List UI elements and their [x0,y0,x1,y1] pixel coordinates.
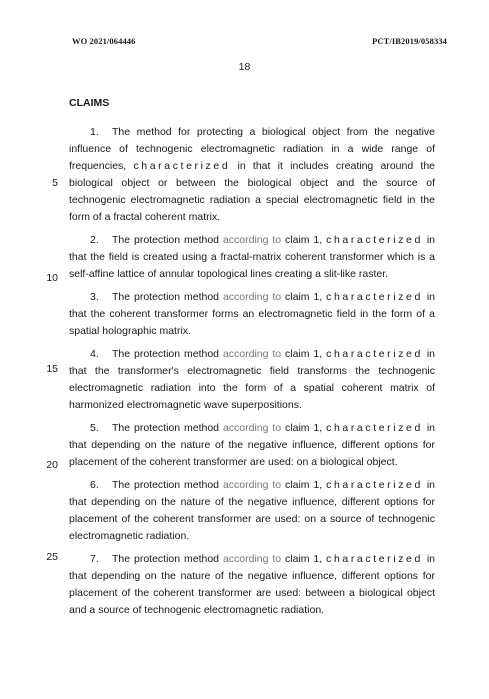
claim-5 [69,420,435,471]
claim-reference: claim 1, [285,553,323,565]
line-number-10: 10 [46,272,58,284]
claim-text: in that depending on the nature of the negative influence, different options for placement of the coherent transformer are used: on a biological object. [69,422,436,468]
claim-3 [69,289,435,340]
claim-prefix: The protection method [112,234,220,246]
characterized-label: characterized [326,479,423,491]
publication-number: WO 2021/064446 [72,36,136,46]
according-to-text: according to [222,234,282,246]
claim-number: 4. [90,348,99,360]
claim-prefix: The protection method [112,291,220,303]
claim-reference: claim 1, [285,234,323,246]
page-number: 18 [238,61,251,73]
claim-number: 5. [90,422,99,434]
characterized-label: characterized [326,422,423,434]
claim-reference: claim 1, [285,291,323,303]
application-number: PCT/IB2019/058334 [372,36,447,46]
line-number-15: 15 [46,363,58,375]
claim-text: in that depending on the nature of the negative influence, different options for placement of the coherent transformer are used: between a biological object and a source of technogenic electromagnetic radiation. [69,553,436,616]
line-number-5: 5 [52,177,58,189]
according-to-text: according to [222,291,282,303]
claim-reference: claim 1, [285,348,323,360]
characterized-label: characterized [326,553,423,565]
characterized-label: characterized [326,234,423,246]
characterized-label: characterized [133,160,231,172]
claim-prefix: The protection method [112,553,220,565]
claim-number: 1. [90,126,99,138]
claim-4 [69,346,435,414]
claim-text: in that it includes creating around the biological object or between the biological object and the source of technogenic electromagnetic radiation a special electromagnetic field in the form of a fractal coherent matrix. [69,160,435,223]
according-to-text: according to [222,479,282,491]
claim-prefix: The protection method [112,422,220,434]
claim-text: in that the coherent transformer forms an electromagnetic field in the form of a spatial holographic matrix. [69,291,436,337]
line-number-20: 20 [46,459,58,471]
claim-reference: claim 1, [285,479,323,491]
characterized-label: characterized [326,291,423,303]
claim-reference: claim 1, [285,422,323,434]
claim-7 [69,551,435,619]
claims-list [69,124,435,625]
according-to-text: according to [222,422,282,434]
characterized-label: characterized [326,348,423,360]
claim-6 [69,477,435,545]
claim-prefix: The protection method [112,479,220,491]
claims-heading: CLAIMS [69,97,110,109]
claim-text: in that depending on the nature of the negative influence, different options for placement of the coherent transformer are used: on a source of technogenic electromagnetic radiation. [69,479,436,542]
claim-number: 2. [90,234,99,246]
claim-text: The method for protecting a biological object from the negative influence of technogenic electromagnetic radiation in a wide range of frequencies, [69,126,435,172]
according-to-text: according to [222,553,282,565]
claim-1 [69,124,435,226]
according-to-text: according to [222,348,282,360]
claim-number: 3. [90,291,99,303]
line-number-25: 25 [46,551,58,563]
claim-2 [69,232,435,283]
claim-prefix: The protection method [112,348,220,360]
claim-text: in that the field is created using a fractal-matrix coherent transformer which is a self-affine lattice of annular topological lines creating a slit-like raster. [69,234,436,280]
claim-number: 7. [90,553,99,565]
claim-text: in that the transformer's electromagnetic field transforms the technogenic electromagnetic radiation into the form of a spatial coherent matrix of harmonized electromagnetic wave superpositions. [69,348,436,411]
claim-number: 6. [90,479,99,491]
